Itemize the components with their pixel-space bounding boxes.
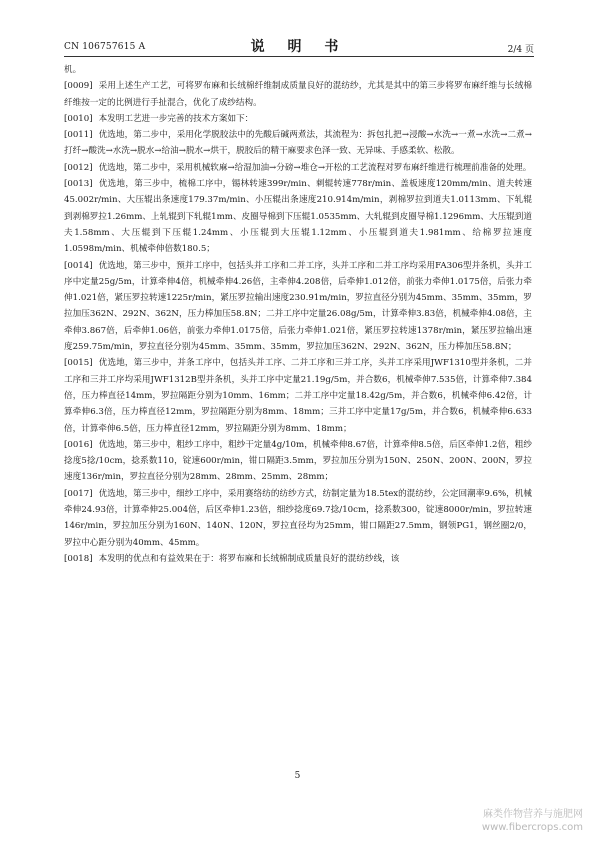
paragraph-number: [0011] xyxy=(64,130,93,141)
paragraph-text: 优选地，第二步中，采用机械软麻→给湿加油→分磅→堆仓→开松的工艺流程对罗布麻纤维进行梳理前准备的处理。 xyxy=(98,162,532,173)
paragraph xyxy=(64,486,532,551)
paragraph-number: [0014] xyxy=(64,260,93,271)
paragraph-list xyxy=(64,78,532,567)
page-number: 5 xyxy=(294,771,301,781)
paragraph-number: [0016] xyxy=(64,439,93,450)
paragraph-number: [0018] xyxy=(64,553,93,564)
paragraph-number: [0009] xyxy=(64,81,93,92)
paragraph xyxy=(64,355,532,436)
paragraph-number: [0010] xyxy=(64,113,93,124)
paragraph-text: 采用上述生产工艺，可将罗布麻和长绒棉纤维制成质量良好的混纺纱，尤其是其中的第三步将罗布麻纤维与长绒棉纤维按一定的比例进行手扯混合，优化了成纱结构。 xyxy=(64,81,532,108)
page-header xyxy=(64,34,534,57)
paragraph-number: [0013] xyxy=(64,179,93,190)
paragraph xyxy=(64,78,532,111)
paragraph-text: 优选地，第三步中，细纱工序中，采用赛络纺的纺纱方式，纺制定量为18.5tex的混纺纱，公定回潮率9.6%，机械牵伸24.93倍，计算牵伸25.004倍，后区牵伸1.23倍，细纱捻度69.7捻/10cm，捻系数300，锭速8000r/min，罗拉转速146r/min，罗拉加压分别为160N、140N、120N，罗拉直径均为25mm，钳口隔距27.5mm，钢领PG1，钢丝圈2/0，罗拉中心距分别为40mm、45mm。 xyxy=(64,488,532,548)
paragraph xyxy=(64,111,532,127)
paragraph xyxy=(64,437,532,486)
paragraph xyxy=(64,160,532,176)
watermark-title: 麻类作物营养与施肥网 xyxy=(483,809,583,820)
paragraph xyxy=(64,258,532,356)
document-title: 说 明 书 xyxy=(250,39,348,55)
paragraph-text: 本发明的优点和有益效果在于：将罗布麻和长绒棉制成质量良好的混纺纱线，该 xyxy=(98,553,400,564)
paragraph-number: [0017] xyxy=(64,488,93,499)
paragraph-text: 优选地，第三步中，预并工序中，包括头并工序和二并工序，头并工序和二并工序均采用FA306型并条机，头并工序中定量25g/5m，计算牵伸4倍，机械牵伸4.26倍，主牵伸4.208倍，后牵伸1.012倍，前张力牵伸1.0175倍，后张力牵伸1.021倍，紧压罗拉转速1225r/min，紧压罗拉输出速度230.91m/min，罗拉直径分别为45mm、35mm、35mm，罗拉加压362N、292N、362N，压力棒加压58.8N；二并工序中定量26.08g/5m，计算牵伸3.83倍，机械牵伸4.08倍，主牵伸3.867倍，后牵伸1.06倍，前张力牵伸1.0175倍，后张力牵伸1.021倍，紧压罗拉转速1378r/min，紧压罗拉输出速度259.75m/min，罗拉直径分别为45mm、35mm、35mm，罗拉加压362N、292N、362N，压力棒加压58.8N； xyxy=(64,260,532,353)
paragraph-text: 优选地，第三步中，粗纱工序中，粗纱干定量4g/10m，机械牵伸8.67倍，计算牵伸8.5倍，后区牵伸1.2倍，粗纱捻度5捻/10cm，捻系数110，锭速600r/min，钳口隔距3.5mm，罗拉加压分别为150N、250N、200N、200N，罗拉速度136r/min，罗拉直径分别为28mm、28mm、25mm、28mm； xyxy=(64,439,532,483)
paragraph xyxy=(64,551,532,567)
patent-number: CN 106757615 A xyxy=(64,42,146,52)
watermark-url: www.fibercrops.com xyxy=(481,822,583,833)
paragraph-text: 优选地，第三步中，并条工序中，包括头并工序、二并工序和三并工序，头并工序采用JWF1310型并条机，二并工序和三并工序均采用JWF1312B型并条机，头并工序中定量21.19g/5m，并合数6，机械牵伸7.535倍，计算牵伸7.384倍，压力棒直径14mm，罗拉隔距分别为10mm、16mm；二并工序中定量18.42g/5m，并合数6，机械牵伸6.42倍，计算牵伸6.3倍，压力棒直径12mm，罗拉隔距分别为8mm、18mm；三并工序中定量17g/5m，并合数6，机械牵伸6.633倍，计算牵伸6.5倍，压力棒直径12mm，罗拉隔距分别为8mm、18mm； xyxy=(64,358,532,434)
document-body xyxy=(64,62,532,567)
paragraph-text: 优选地，第二步中，采用化学脱胶法中的先酸后碱两煮法，其流程为：拆包扎把→浸酸→水洗→一煮→水洗→二煮→打纤→酸洗→水洗→脱水→给油→脱水→烘干，脱胶后的精干麻要求色泽一致、无异味、手感柔软、松散。 xyxy=(64,130,532,157)
page-indicator: 2/4 页 xyxy=(507,45,534,55)
paragraph-number: [0012] xyxy=(64,162,93,173)
continued-line: 机。 xyxy=(64,65,82,75)
paragraph xyxy=(64,176,532,257)
paragraph xyxy=(64,127,532,160)
paragraph-text: 本发明工艺进一步完善的技术方案如下： xyxy=(98,113,254,124)
paragraph-number: [0015] xyxy=(64,358,93,369)
paragraph-text: 优选地，第三步中，梳棉工序中，锡林转速399r/min、刺辊转速778r/min、盖板速度120mm/min、道夫转速45.002r/min、大压辊出条速度179.37m/min、小压辊出条速度210.914m/min，剥棉罗拉到道夫1.0113mm、下轧辊到剥棉罗拉1.26mm、上轧辊到下轧辊1mm、皮圈导棉到下压辊1.0535mm、大轧辊到皮圈导棉1.1296mm、大压辊到道夫1.58mm、大压辊到下压辊1.24mm、小压辊到大压辊1.12mm、小压辊到道夫1.981mm、给棉罗拉速度1.0598m/min、机械牵伸倍数180.5； xyxy=(64,179,532,255)
site-watermark xyxy=(482,808,583,834)
